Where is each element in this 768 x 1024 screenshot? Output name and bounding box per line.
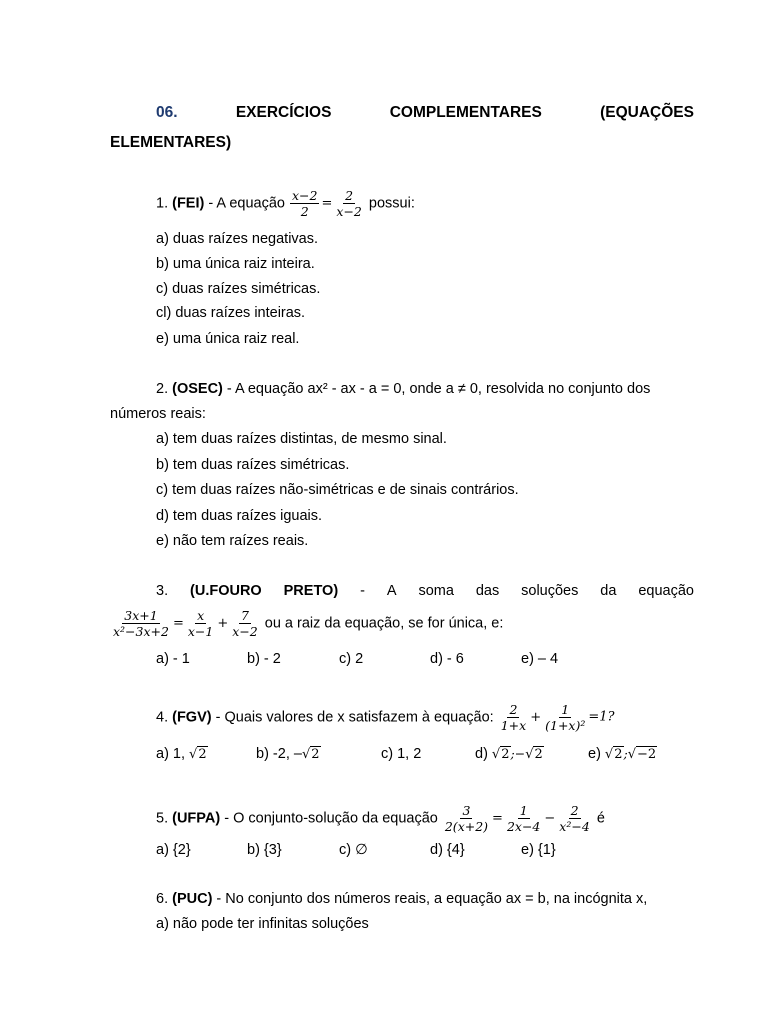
option-d: d) {4} (430, 842, 465, 858)
fraction: $\frac{2}{x-2}$ (336, 188, 362, 219)
title-word: COMPLEMENTARES (389, 104, 542, 121)
section-number: 06. (156, 104, 178, 121)
option-c: c) duas raízes simétricas. (156, 281, 321, 297)
question-3: 3. (U.FOURO PRETO) - A soma das soluções da equação (156, 583, 694, 599)
fraction: $\frac{x}{x-1}$ (187, 608, 214, 639)
option-d: d) tem duas raízes iguais. (156, 508, 323, 524)
option-c: c) 1, 2 (381, 746, 422, 762)
option-a: a) 1, √2 (156, 746, 207, 762)
question-1: 1. (FEI) - A equação $\frac{x-2}{2}$ = $\frac{2}{x-2}$ possui: (156, 188, 415, 219)
option-a: a) não pode ter infinitas soluções (156, 916, 369, 932)
fraction: $\frac{x-2}{2}$ (292, 188, 318, 219)
title-word: (EQUAÇÕES (600, 104, 694, 121)
option-b: b) -2, –√2 (256, 746, 320, 762)
question-2-cont: números reais: (110, 406, 206, 422)
fraction: $\frac{3}{2(x+2)}$ (444, 803, 489, 834)
option-a: a) - 1 (156, 651, 190, 667)
fraction: $\frac{1}{2x-4}$ (506, 803, 541, 834)
section-title (110, 104, 694, 122)
option-b: b) - 2 (247, 651, 281, 667)
question-5: 5. (UFPA) - O conjunto-solução da equação $\frac{3}{2(x+2)}$ = $\frac{1}{2x-4}$ − $\frac{2}{\text{x²−4}}$ é (156, 803, 605, 834)
option-b: b) tem duas raízes simétricas. (156, 457, 350, 473)
option-a: a) {2} (156, 842, 191, 858)
fraction: $\frac{2}{1+x}$ (500, 702, 527, 733)
question-4: 4. (FGV) - Quais valores de x satisfazem à equação: $\frac{2}{1+x}$ + $\frac{1}{\text{(1+x)²}}$ =1? (156, 702, 615, 733)
option-e: e) uma única raiz real. (156, 331, 300, 347)
option-d: cl) duas raízes inteiras. (156, 305, 306, 321)
option-a: a) duas raízes negativas. (156, 231, 319, 247)
fraction: $\frac{7}{x-2}$ (232, 608, 258, 639)
fraction: $\frac{1}{\text{(1+x)²}}$ (545, 702, 586, 733)
option-e: e) – 4 (521, 651, 559, 667)
option-e: e) não tem raízes reais. (156, 533, 309, 549)
option-b: b) {3} (247, 842, 282, 858)
title-word: EXERCÍCIOS (235, 104, 332, 121)
fraction: $\frac{3x+1}{\text{x²−3x+2}}$ (113, 608, 169, 639)
options-row (156, 650, 558, 668)
option-a: a) tem duas raízes distintas, de mesmo sinal. (156, 431, 447, 447)
section-title-line2: ELEMENTARES) (110, 134, 232, 151)
option-d: d) - 6 (430, 651, 464, 667)
fraction: $\frac{2}{\text{x²−4}}$ (559, 803, 590, 834)
question-6: 6. (PUC) - No conjunto dos números reais, a equação ax = b, na incógnita x, (156, 891, 648, 907)
option-b: b) uma única raiz inteira. (156, 256, 315, 272)
option-e: e) {1} (521, 842, 556, 858)
question-2: 2. (OSEC) - A equação ax² - ax - a = 0, onde a ≠ 0, resolvida no conjunto dos (156, 381, 651, 397)
options-row (156, 745, 657, 764)
option-c: c) 2 (339, 651, 364, 667)
option-d: d) √2;−√2 (475, 746, 543, 762)
option-e: e) √2;√−2 (588, 746, 657, 762)
question-3-equation: $\frac{3x+1}{\text{x²−3x+2}}$ = $\frac{x}{x-1}$ + $\frac{7}{x-2}$ ou a raiz da equação, se for única, e: (113, 608, 504, 639)
option-c: c) ∅ (339, 842, 368, 858)
option-c: c) tem duas raízes não-simétricas e de sinais contrários. (156, 482, 519, 498)
options-row (156, 841, 556, 859)
